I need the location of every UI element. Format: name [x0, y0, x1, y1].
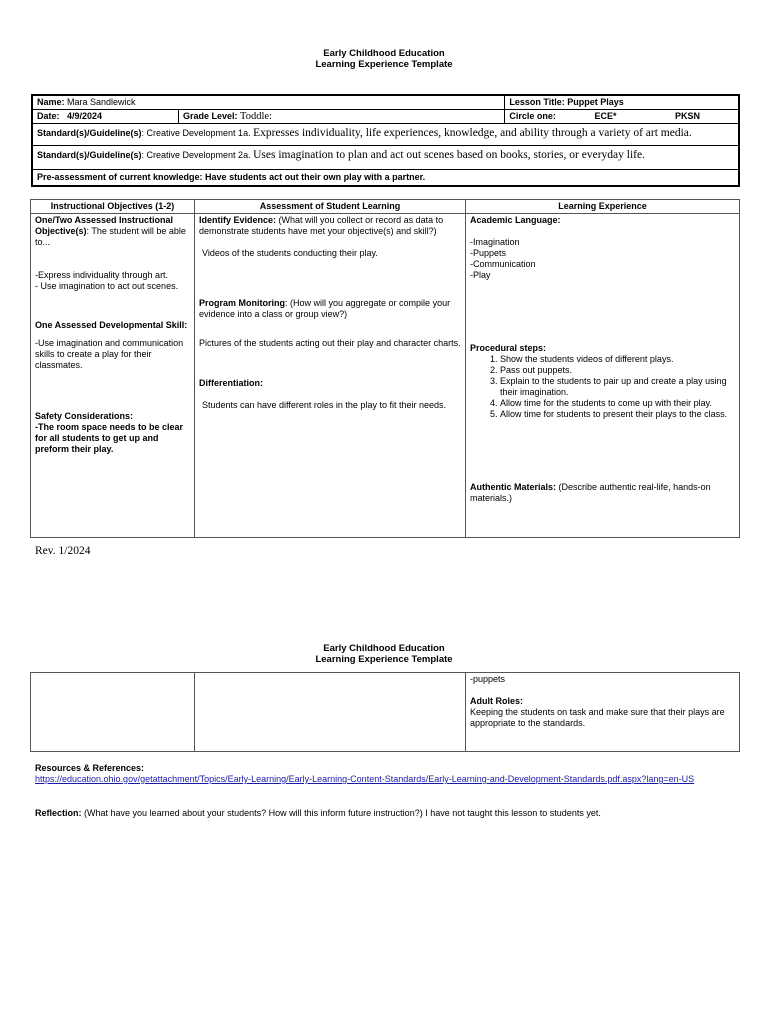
date-label: Date: [37, 111, 60, 121]
resources-link[interactable]: https://education.ohio.gov/getattachment/Topics/Early-Learning/Early-Learning-Content-Standards/Early-Learning-and-Development-Standards.pdf.aspx?lang=en-US [35, 774, 695, 784]
standard2-prefix: : Creative Development 2a. [141, 150, 251, 160]
lesson-title-cell [505, 95, 739, 110]
standard1-text: Expresses individuality, life experiences, knowledge, and ability through a variety of art media. [253, 127, 692, 139]
adult-roles-text: Keeping the students on task and make sure that their plays are appropriate to the standards. [470, 707, 725, 728]
name-value: Mara Sandlewick [67, 97, 136, 107]
grade-level-cell [179, 110, 505, 124]
academic-item: -Imagination [470, 237, 520, 247]
identify-evidence-label: Identify Evidence: [199, 215, 277, 225]
safety-title: Safety Considerations: [35, 411, 134, 421]
procedural-step: 3. Explain to the students to pair up and create a play using their imagination. [500, 376, 735, 398]
reflection-desc: (What have you learned about your students? How will this inform future instruction?) [84, 808, 423, 818]
program-monitoring-answer: Pictures of the students acting out their play and character charts. [199, 338, 461, 348]
objectives-cell [31, 214, 195, 538]
lesson-title-label: Lesson Title: [509, 97, 565, 107]
page2-title-line1: Early Childhood Education [323, 643, 445, 654]
procedural-steps-list [470, 354, 735, 420]
circle-one-label: Circle one: [509, 111, 556, 121]
materials-item: -puppets [470, 674, 506, 684]
procedural-steps-label: Procedural steps: [470, 343, 547, 353]
standard1-label: Standard(s)/Guideline(s) [37, 128, 142, 138]
authentic-materials-label: Authentic Materials: [470, 482, 557, 492]
procedural-step: 1. Show the students videos of different plays. [500, 354, 735, 365]
differentiation-label: Differentiation: [199, 378, 263, 388]
procedural-step: 2. Pass out puppets. [500, 365, 735, 376]
date-value: 4/9/2024 [67, 111, 103, 121]
authentic-materials-desc: (Describe authentic real-life, hands-on materials.) [470, 482, 711, 503]
circle-option-ece: ECE* [594, 111, 617, 121]
page-title-line2: Learning Experience Template [315, 59, 453, 70]
lesson-main-table [30, 199, 740, 538]
learning-experience-cell [466, 214, 740, 538]
academic-item: -Puppets [470, 248, 507, 258]
academic-item: -Communication [470, 259, 536, 269]
standard1-prefix: : Creative Development 1a. [141, 128, 251, 138]
page-title-line1: Early Childhood Education [323, 48, 445, 59]
academic-item: -Play [470, 270, 491, 280]
objective-item: - Use imagination to act out scenes. [35, 281, 179, 291]
identify-evidence-desc: (What will you collect or record as data to demonstrate students have met your objective(s) and skill?) [199, 215, 444, 236]
continuation-table [30, 672, 740, 752]
procedural-step: 4. Allow time for the students to come up with their play. [500, 398, 735, 409]
standard2-text: Uses imagination to plan and act out scenes based on books, stories, or everyday life. [253, 149, 645, 161]
col-header-assessment: Assessment of Student Learning [195, 200, 466, 214]
objective-item: -Express individuality through art. [35, 270, 169, 280]
dev-skill-title: One Assessed Developmental Skill: [35, 320, 188, 330]
reflection-answer: I have not taught this lesson to students yet. [425, 808, 601, 818]
program-monitoring-label: Program Monitoring [199, 298, 285, 308]
dev-skill-text: -Use imagination and communication skills to create a play for their classmates. [35, 338, 184, 370]
assessment-cell [195, 214, 466, 538]
standard2-cell [32, 146, 739, 170]
academic-language-label: Academic Language: [470, 215, 561, 225]
date-cell [32, 110, 179, 124]
cont-col2-cell [195, 673, 466, 752]
lesson-header-table [31, 94, 740, 187]
safety-text: -The room space needs to be clear for all students to get up and preform their play. [35, 422, 184, 454]
circle-one-cell [505, 110, 739, 124]
objective-title: One/Two Assessed Instructional Objective(s) [35, 215, 174, 236]
page2-title-line2: Learning Experience Template [315, 654, 453, 665]
adult-roles-label: Adult Roles: [470, 696, 523, 706]
objective-intro: : The student will be able to... [35, 226, 186, 247]
revision-note: Rev. 1/2024 [35, 545, 91, 557]
cont-col1-cell [31, 673, 195, 752]
identify-evidence-answer: Videos of the students conducting their play. [202, 248, 378, 258]
name-cell [32, 95, 505, 110]
reflection-label: Reflection: [35, 808, 82, 818]
program-monitoring-desc: : (How will you aggregate or compile your evidence into a class or group view?) [199, 298, 451, 319]
differentiation-answer: Students can have different roles in the play to fit their needs. [202, 400, 446, 410]
grade-level-label: Grade Level: [183, 111, 238, 121]
lesson-title-value: Puppet Plays [567, 97, 624, 107]
col-header-learning-experience: Learning Experience [466, 200, 740, 214]
reflection-block [35, 808, 740, 819]
circle-option-pksn: PKSN [674, 111, 700, 121]
col-header-objectives: Instructional Objectives (1-2) [31, 200, 195, 214]
procedural-step: 5. Allow time for students to present their plays to the class. [500, 409, 735, 420]
standard1-cell [32, 124, 739, 146]
name-label: Name: [37, 97, 65, 107]
grade-level-value: Toddle: [240, 111, 272, 122]
resources-label: Resources & References: [35, 763, 145, 773]
cont-col3-cell [466, 673, 740, 752]
standard2-label: Standard(s)/Guideline(s) [37, 150, 142, 160]
preassessment-cell: Pre-assessment of current knowledge: Have students act out their own play with a partner. [32, 170, 739, 186]
